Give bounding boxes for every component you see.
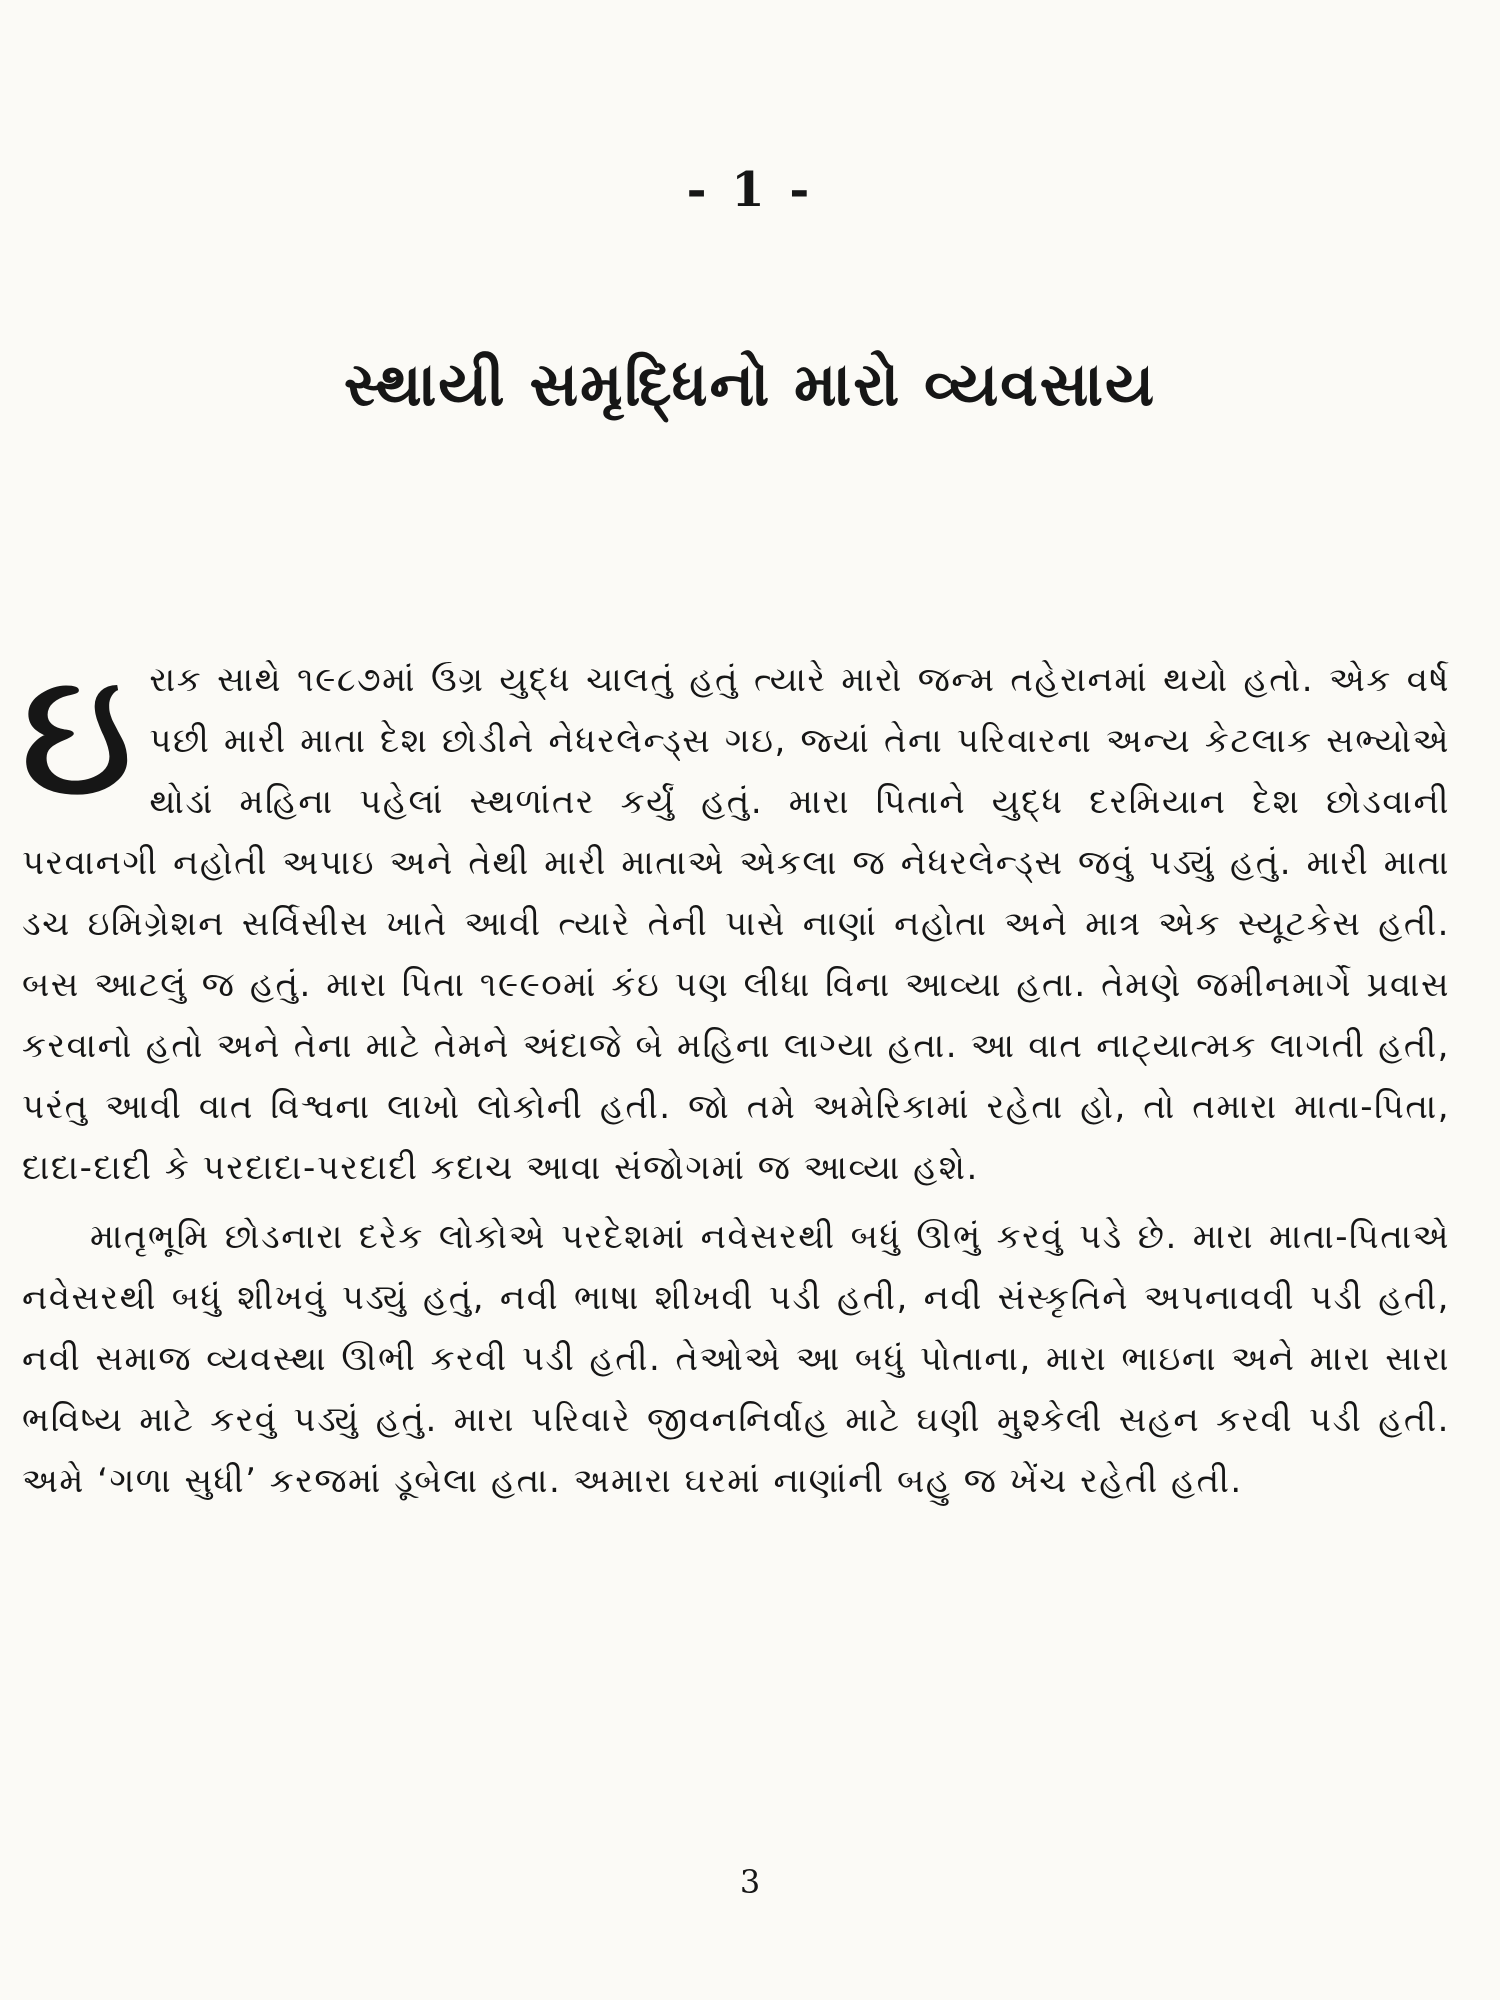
chapter-title: સ્થાયી સમૃદ્ધિનો મારો વ્યવસાય	[343, 350, 1157, 420]
paragraph-1-text: રાક સાથે ૧૯૮૭માં ઉગ્ર યુદ્ધ ચાલતું હતું ત્યારે મારો જન્મ તહેરાનમાં થયો હતો. એક વર્ષ પછી મારી માતા દેશ છોડીને નેધરલેન્ડ્સ ગઇ, જ્યાં તેના પરિવારના અન્ય કેટલાક સભ્યોએ થોડાં મહિના પહેલાં સ્થળાંતર કર્યું હતું. મારા પિતાને યુદ્ધ દરમિયાન દેશ છોડવાની પરવાનગી નહોતી અપાઇ અને તેથી મારી માતાએ એકલા જ નેધરલેન્ડ્સ જવું પડ્યું હતું. મારી માતા ડચ ઇમિગ્રેશન સર્વિસીસ ખાતે આવી ત્યારે તેની પાસે નાણાં નહોતા અને માત્ર એક સ્યૂટકેસ હતી. બસ આટલું જ હતું. મારા પિતા ૧૯૯૦માં કંઇ પણ લીધા વિના આવ્યા હતા. તેમણે જમીનમાર્ગે પ્રવાસ કરવાનો હતો અને તેના માટે તેમને અંદાજે બે મહિના લાગ્યા હતા. આ વાત નાટ્યાત્મક લાગતી હતી, પરંતુ આવી વાત વિશ્વના લાખો લોકોની હતી. જો તમે અમેરિકામાં રહેતા હો, તો તમારા માતા-પિતા, દાદા-દાદી કે પરદાદા-પરદાદી કદાચ આવા સંજોગમાં જ આવ્યા હશે.	[22, 660, 1450, 1188]
drop-cap: ઇ	[22, 633, 132, 833]
chapter-number: - 1 -	[686, 162, 814, 218]
page-number: 3	[739, 1863, 761, 1901]
paragraph-2: માતૃભૂમિ છોડનારા દરેક લોકોએ પરદેશમાં નવેસરથી બધું ઊભું કરવું પડે છે. મારા માતા-પિતાએ નવેસરથી બધું શીખવું પડ્યું હતું, નવી ભાષા શીખવી પડી હતી, નવી સંસ્કૃતિને અપનાવવી પડી હતી, નવી સમાજ વ્યવસ્થા ઊભી કરવી પડી હતી. તેઓએ આ બધું પોતાના, મારા ભાઇના અને મારા સારા ભવિષ્ય માટે કરવું પડ્યું હતું. મારા પરિવારે જીવનનિર્વાહ માટે ઘણી મુશ્કેલી સહન કરવી પડી હતી. અમે ‘ગળા સુધી’ કરજમાં ડૂબેલા હતા. અમારા ઘરમાં નાણાંની બહુ જ ખેંચ રહેતી હતી.	[22, 1217, 1450, 1501]
chapter-body	[22, 633, 1450, 1512]
paragraph-1	[22, 633, 1450, 1199]
